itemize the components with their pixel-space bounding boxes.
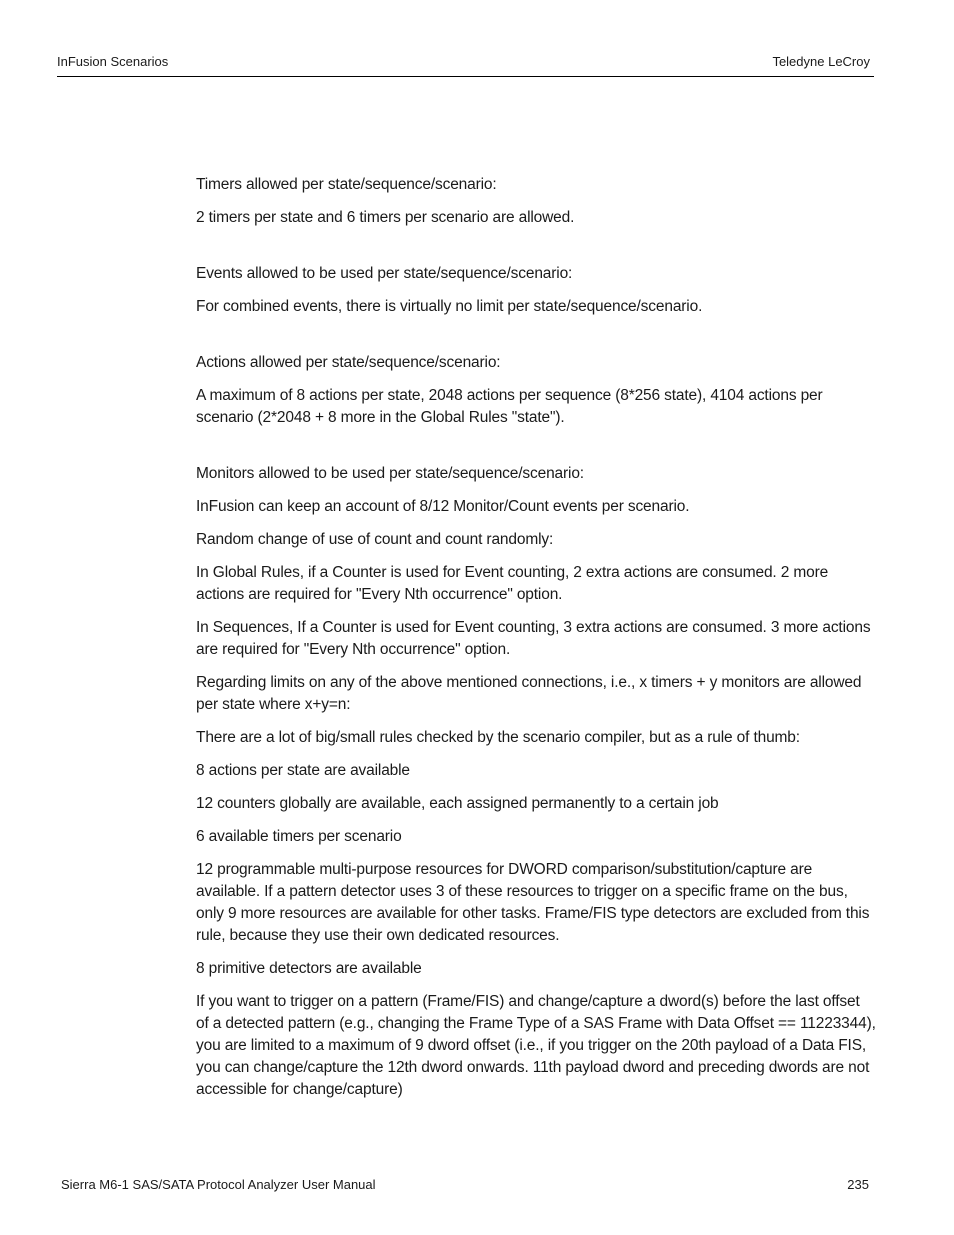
paragraph-counters-available: 12 counters globally are available, each assigned permanently to a certain job xyxy=(196,795,719,812)
paragraph-timers-text: 2 timers per state and 6 timers per scenario are allowed. xyxy=(196,209,575,226)
paragraph-events-heading: Events allowed to be used per state/sequence/scenario: xyxy=(196,265,573,282)
paragraph-events-text: For combined events, there is virtually no limit per state/sequence/scenario. xyxy=(196,298,703,315)
paragraph-pattern-trigger: If you want to trigger on a pattern (Frame/FIS) and change/capture a dword(s) before the last offset of a detected pattern (e.g., changing the Frame Type of a SAS Frame with Data Offset == 11223344), you are limited to a maximum of 9 dword offset (i.e., if you trigger on the 20th payload of a Data FIS, you can change/capture the 12th dword onwards. 11th payload dword and preceding dwords are not accessible for change/capture) xyxy=(196,993,876,1098)
paragraph-actions-heading: Actions allowed per state/sequence/scenario: xyxy=(196,354,501,371)
paragraph-limits: Regarding limits on any of the above mentioned connections, i.e., x timers + y monitors are allowed per state where x+y=n: xyxy=(196,674,862,713)
paragraph-actions-available: 8 actions per state are available xyxy=(196,762,410,779)
header-section-title: InFusion Scenarios xyxy=(57,54,169,69)
paragraph-sequences: In Sequences, If a Counter is used for Event counting, 3 extra actions are consumed. 3 more actions are required for "Every Nth occurrence" option. xyxy=(196,619,871,658)
paragraph-rule-of-thumb: There are a lot of big/small rules checked by the scenario compiler, but as a rule of thumb: xyxy=(196,729,800,746)
page-number: 235 xyxy=(847,1177,869,1192)
header-company-name: Teledyne LeCroy xyxy=(772,54,870,69)
paragraph-dword-resources: 12 programmable multi-purpose resources for DWORD comparison/substitution/capture are available. If a pattern detector uses 3 of these resources to trigger on a specific frame on the bus, only 9 more resources are available for other tasks. Frame/FIS type detectors are excluded from this rule, because they use their own dedicated resources. xyxy=(196,861,870,944)
footer-manual-title: Sierra M6-1 SAS/SATA Protocol Analyzer User Manual xyxy=(61,1177,376,1192)
paragraph-primitive-detectors: 8 primitive detectors are available xyxy=(196,960,422,977)
paragraph-monitors-heading: Monitors allowed to be used per state/sequence/scenario: xyxy=(196,465,584,482)
paragraph-timers-heading: Timers allowed per state/sequence/scenario: xyxy=(196,176,497,193)
page-footer xyxy=(61,1176,869,1196)
paragraph-actions-text: A maximum of 8 actions per state, 2048 actions per sequence (8*256 state), 4104 actions per scenario (2*2048 + 8 more in the Global Rules "state"). xyxy=(196,387,823,426)
paragraph-random-change: Random change of use of count and count randomly: xyxy=(196,531,554,548)
paragraph-global-rules: In Global Rules, if a Counter is used for Event counting, 2 extra actions are consumed. 2 more actions are required for "Every Nth occurrence" option. xyxy=(196,564,829,603)
page-body xyxy=(196,174,876,1112)
page-header xyxy=(57,52,874,77)
paragraph-monitors-text: InFusion can keep an account of 8/12 Monitor/Count events per scenario. xyxy=(196,498,690,515)
paragraph-timers-available: 6 available timers per scenario xyxy=(196,828,402,845)
